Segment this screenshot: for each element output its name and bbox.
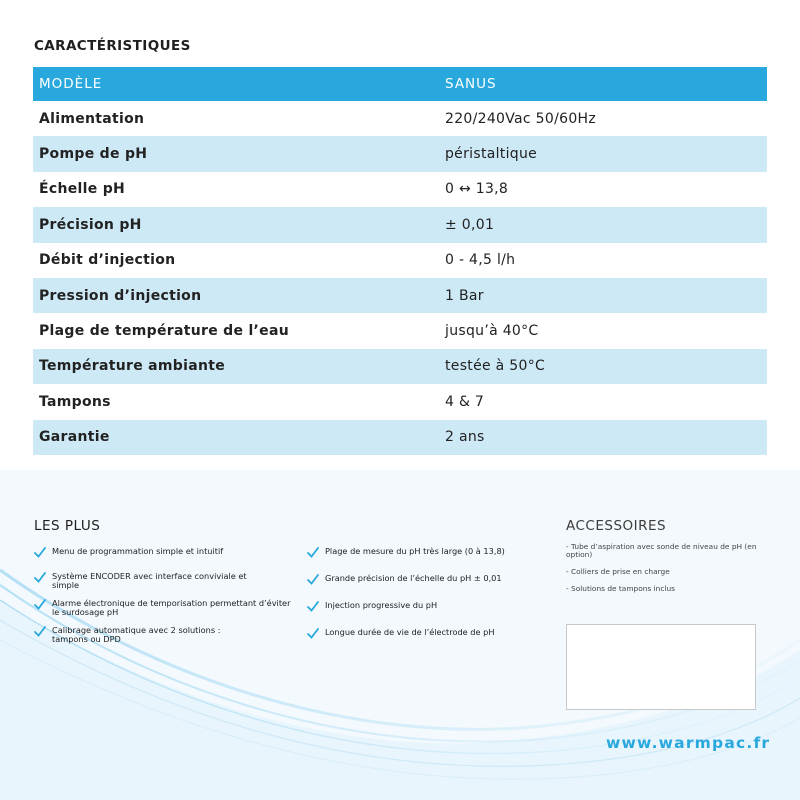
list-item-text: Calibrage automatique avec 2 solutions : tampons ou DPD bbox=[52, 625, 221, 644]
checkmark-icon bbox=[307, 628, 319, 639]
header-model-value: SANUS bbox=[439, 67, 767, 101]
advantages-title: LES PLUS bbox=[34, 518, 101, 534]
header-model-label: MODÈLE bbox=[33, 67, 439, 101]
list-item-text: Injection progressive du pH bbox=[325, 600, 438, 610]
row-value: péristaltique bbox=[439, 136, 767, 171]
checkmark-icon bbox=[34, 626, 46, 637]
table-row bbox=[33, 278, 767, 313]
table-header-row bbox=[33, 67, 767, 101]
table-row bbox=[33, 172, 767, 207]
list-item-text: Grande précision de l’échelle du pH ± 0,01 bbox=[325, 573, 502, 583]
table-row bbox=[33, 384, 767, 419]
checkmark-icon bbox=[34, 572, 46, 583]
specifications-title: CARACTÉRISTIQUES bbox=[34, 38, 191, 54]
list-item-text: Plage de mesure du pH très large (0 à 13,8) bbox=[325, 546, 505, 556]
row-label: Pompe de pH bbox=[33, 136, 439, 171]
list-item-text: Menu de programmation simple et intuitif bbox=[52, 546, 224, 556]
row-value: 2 ans bbox=[439, 420, 767, 455]
row-value: 4 & 7 bbox=[439, 384, 767, 419]
list-item-text: Système ENCODER avec interface conviviale et simple bbox=[52, 571, 247, 590]
table-row bbox=[33, 243, 767, 278]
product-image-placeholder bbox=[566, 624, 756, 710]
row-value: ± 0,01 bbox=[439, 207, 767, 242]
table-row bbox=[33, 207, 767, 242]
list-item: - Tube d’aspiration avec sonde de niveau de pH (en option) bbox=[566, 542, 757, 559]
row-label: Pression d’injection bbox=[33, 278, 439, 313]
row-label: Alimentation bbox=[33, 101, 439, 136]
list-item: - Solutions de tampons inclus bbox=[566, 584, 676, 593]
row-label: Tampons bbox=[33, 384, 439, 419]
row-label: Température ambiante bbox=[33, 349, 439, 384]
table-row bbox=[33, 349, 767, 384]
table-row bbox=[33, 313, 767, 348]
list-item: - Colliers de prise en charge bbox=[566, 567, 670, 576]
checkmark-icon bbox=[34, 547, 46, 558]
table-row bbox=[33, 420, 767, 455]
row-label: Débit d’injection bbox=[33, 243, 439, 278]
row-label: Échelle pH bbox=[33, 172, 439, 207]
accessories-title: ACCESSOIRES bbox=[566, 518, 667, 534]
table-row bbox=[33, 101, 767, 136]
checkmark-icon bbox=[307, 547, 319, 558]
row-value: 0 - 4,5 l/h bbox=[439, 243, 767, 278]
list-item-text: Longue durée de vie de l’électrode de pH bbox=[325, 627, 495, 637]
checkmark-icon bbox=[307, 601, 319, 612]
row-value: 1 Bar bbox=[439, 278, 767, 313]
row-label: Garantie bbox=[33, 420, 439, 455]
row-label: Plage de température de l’eau bbox=[33, 313, 439, 348]
row-value: 220/240Vac 50/60Hz bbox=[439, 101, 767, 136]
table-row bbox=[33, 136, 767, 171]
specifications-table bbox=[33, 67, 767, 455]
accessories-list bbox=[566, 543, 776, 602]
checkmark-icon bbox=[34, 599, 46, 610]
row-value: testée à 50°C bbox=[439, 349, 767, 384]
row-value: 0 ↔ 13,8 bbox=[439, 172, 767, 207]
website-link[interactable]: www.warmpac.fr bbox=[606, 734, 771, 752]
checkmark-icon bbox=[307, 574, 319, 585]
row-value: jusqu’à 40°C bbox=[439, 313, 767, 348]
list-item-text: Alarme électronique de temporisation permettant d’éviter le surdosage pH bbox=[52, 598, 291, 617]
row-label: Précision pH bbox=[33, 207, 439, 242]
